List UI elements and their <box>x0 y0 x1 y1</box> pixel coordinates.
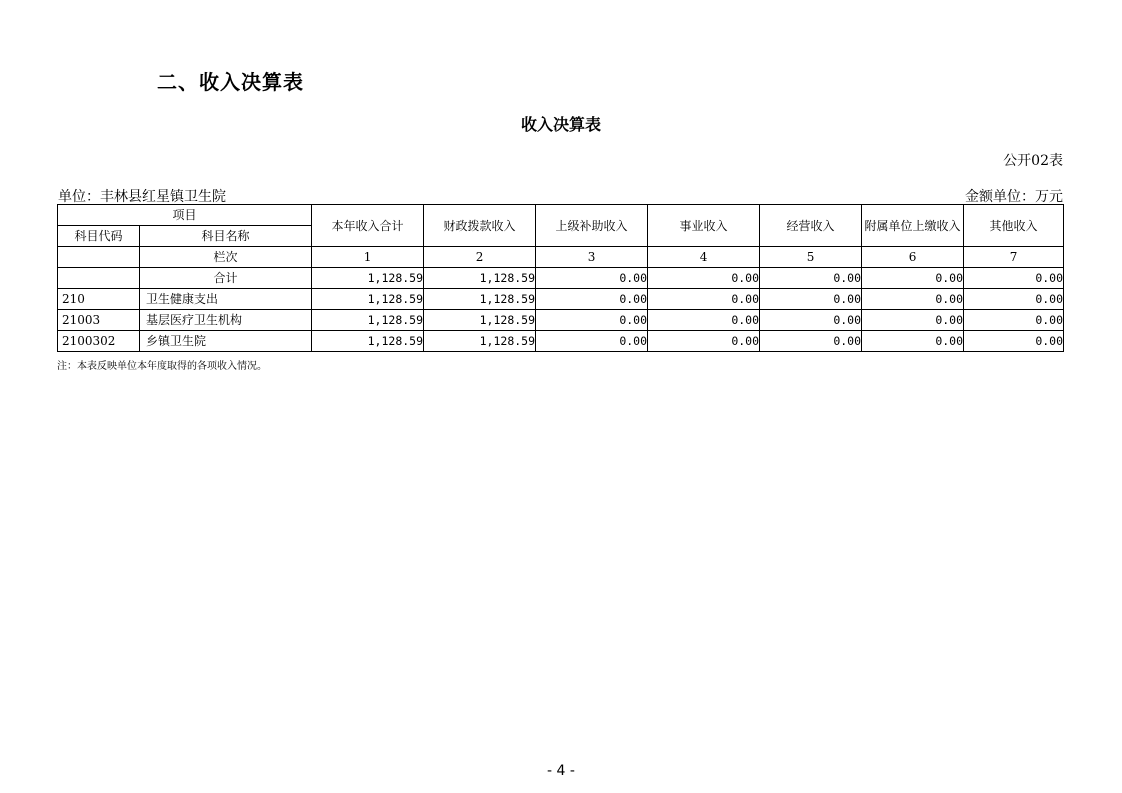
row-value: 0.00 <box>536 268 648 289</box>
subject-code-header: 科目代码 <box>58 226 140 247</box>
column-index-7: 7 <box>964 247 1064 268</box>
col-header-6: 附属单位上缴收入 <box>862 205 964 247</box>
column-index-1: 1 <box>312 247 424 268</box>
row-value: 1,128.59 <box>312 268 424 289</box>
row-value: 0.00 <box>964 268 1064 289</box>
row-value: 1,128.59 <box>424 331 536 352</box>
row-name: 乡镇卫生院 <box>140 331 312 352</box>
row-name: 卫生健康支出 <box>140 289 312 310</box>
row-value: 1,128.59 <box>424 268 536 289</box>
col-header-3: 上级补助收入 <box>536 205 648 247</box>
row-value: 0.00 <box>760 310 862 331</box>
reporting-unit: 单位：丰林县红星镇卫生院 <box>58 189 226 205</box>
row-value: 0.00 <box>760 289 862 310</box>
table-row <box>58 289 1064 310</box>
header-row-1 <box>58 205 1064 226</box>
row-code <box>58 268 140 289</box>
column-index-blank <box>58 247 140 268</box>
row-value: 0.00 <box>536 331 648 352</box>
col-header-1: 本年收入合计 <box>312 205 424 247</box>
row-value: 0.00 <box>862 289 964 310</box>
table-row <box>58 310 1064 331</box>
row-value: 0.00 <box>648 289 760 310</box>
table-note: 注：本表反映单位本年度取得的各项收入情况。 <box>57 361 267 372</box>
row-value: 0.00 <box>862 331 964 352</box>
row-value: 0.00 <box>862 268 964 289</box>
column-index-label: 栏次 <box>140 247 312 268</box>
column-index-row <box>58 247 1064 268</box>
row-name: 合计 <box>140 268 312 289</box>
column-index-5: 5 <box>760 247 862 268</box>
col-header-2: 财政拨款收入 <box>424 205 536 247</box>
row-value: 0.00 <box>648 310 760 331</box>
row-value: 1,128.59 <box>424 310 536 331</box>
column-index-2: 2 <box>424 247 536 268</box>
row-name: 基层医疗卫生机构 <box>140 310 312 331</box>
row-value: 1,128.59 <box>312 289 424 310</box>
subject-name-header: 科目名称 <box>140 226 312 247</box>
row-value: 0.00 <box>536 289 648 310</box>
row-value: 0.00 <box>964 310 1064 331</box>
row-value: 0.00 <box>862 310 964 331</box>
row-value: 0.00 <box>964 331 1064 352</box>
section-heading: 二、收入决算表 <box>157 70 304 94</box>
project-header: 项目 <box>58 205 312 226</box>
income-table <box>57 204 1064 352</box>
row-value: 0.00 <box>648 268 760 289</box>
col-header-7: 其他收入 <box>964 205 1064 247</box>
row-value: 0.00 <box>760 268 862 289</box>
column-index-4: 4 <box>648 247 760 268</box>
row-value: 1,128.59 <box>424 289 536 310</box>
column-index-6: 6 <box>862 247 964 268</box>
row-value: 1,128.59 <box>312 331 424 352</box>
col-header-4: 事业收入 <box>648 205 760 247</box>
row-code: 210 <box>58 289 140 310</box>
table-title: 收入决算表 <box>520 115 601 134</box>
row-value: 0.00 <box>648 331 760 352</box>
row-value: 1,128.59 <box>312 310 424 331</box>
row-code: 21003 <box>58 310 140 331</box>
row-value: 0.00 <box>536 310 648 331</box>
form-code: 公开02表 <box>1003 153 1063 169</box>
page-number: - 4 - <box>547 763 575 779</box>
table-row <box>58 268 1064 289</box>
col-header-5: 经营收入 <box>760 205 862 247</box>
row-code: 2100302 <box>58 331 140 352</box>
column-index-3: 3 <box>536 247 648 268</box>
row-value: 0.00 <box>964 289 1064 310</box>
table-row <box>58 331 1064 352</box>
row-value: 0.00 <box>760 331 862 352</box>
amount-unit: 金额单位：万元 <box>965 189 1063 205</box>
